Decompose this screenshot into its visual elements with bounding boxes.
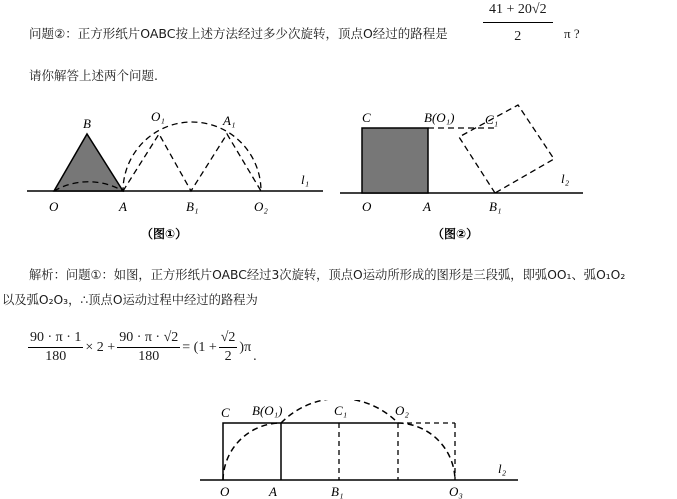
fig1-label-B: B (83, 116, 91, 131)
formula-fraction-2 (117, 330, 180, 365)
fig1-label-l1: l₁ (301, 172, 310, 187)
formula-fraction-1-num: 90 · π · 1 (28, 330, 83, 348)
fig3-label-O3: O₃ (449, 484, 463, 499)
formula-fraction-1 (28, 330, 83, 365)
fig3-label-BO1: B(O₁) (252, 403, 283, 418)
question2-fraction-denominator: 2 (514, 29, 522, 44)
fig3-label-A: A (269, 484, 277, 499)
question2-fraction-numerator: 41 + 20√2 (483, 2, 553, 23)
fig1-label-O1: O₁ (151, 109, 165, 124)
formula-period: . (253, 349, 257, 364)
fig1-caption: （图①） (141, 227, 188, 241)
formula-fraction-3-den: 2 (224, 349, 232, 364)
fig2-caption: （图②） (432, 227, 479, 241)
analysis-line-2: 以及弧O₂O₃，∴顶点O运动过程中经过的路程为 (2, 293, 258, 307)
fig3-label-l2: l₂ (498, 461, 507, 476)
formula-times-two: × 2 + (85, 339, 116, 355)
fig3-label-O2: O₂ (395, 403, 409, 418)
formula-fraction-1-den: 180 (45, 349, 67, 364)
fig1-triangle (54, 134, 123, 191)
fig2-label-BO1: B(O₁) (424, 110, 455, 125)
fig3-label-C1: C₁ (334, 403, 348, 418)
fig2-label-C1: C₁ (485, 112, 499, 127)
figure-2 (338, 103, 588, 248)
fig1-label-O2: O₂ (254, 199, 268, 214)
formula-equals: = (1 + (182, 339, 217, 355)
formula-fraction-2-den: 180 (138, 349, 160, 364)
question2-text: 问题②：正方形纸片OABC按上述方法经过多少次旋转，顶点O经过的路程是 (29, 26, 448, 41)
fig2-label-l2: l₂ (561, 171, 570, 186)
prompt-text: 请你解答上述两个问题. (29, 68, 158, 83)
fig2-label-B1: B₁ (489, 199, 502, 214)
fig2-square (362, 128, 428, 193)
figure-3 (200, 400, 520, 499)
formula-fraction-3-num: √2 (219, 330, 238, 348)
fig1-label-B1: B₁ (186, 199, 199, 214)
fig3-label-O: O (220, 484, 230, 499)
question2-pi: π ? (564, 26, 580, 41)
fig1-label-O: O (49, 199, 59, 214)
fig2-rotated-square (459, 105, 554, 193)
fig3-label-C: C (221, 405, 230, 420)
fig1-label-A: A (119, 199, 127, 214)
figure-1 (25, 103, 325, 248)
fig3-label-B1: B₁ (331, 484, 344, 499)
formula-fraction-3 (219, 330, 238, 365)
formula-close: )π (239, 339, 252, 355)
formula (28, 330, 257, 365)
fig2-label-A: A (423, 199, 431, 214)
question2-fraction (483, 2, 553, 45)
fig2-label-C: C (362, 110, 371, 125)
analysis-line-1: 解析：问题①：如图，正方形纸片OABC经过3次旋转，顶点O运动所形成的图形是三段弧，即弧OO₁、弧O₁O₂ (29, 268, 626, 282)
fig1-label-A1: A₁ (223, 113, 236, 128)
formula-fraction-2-num: 90 · π · √2 (117, 330, 180, 348)
fig2-label-O: O (362, 199, 372, 214)
